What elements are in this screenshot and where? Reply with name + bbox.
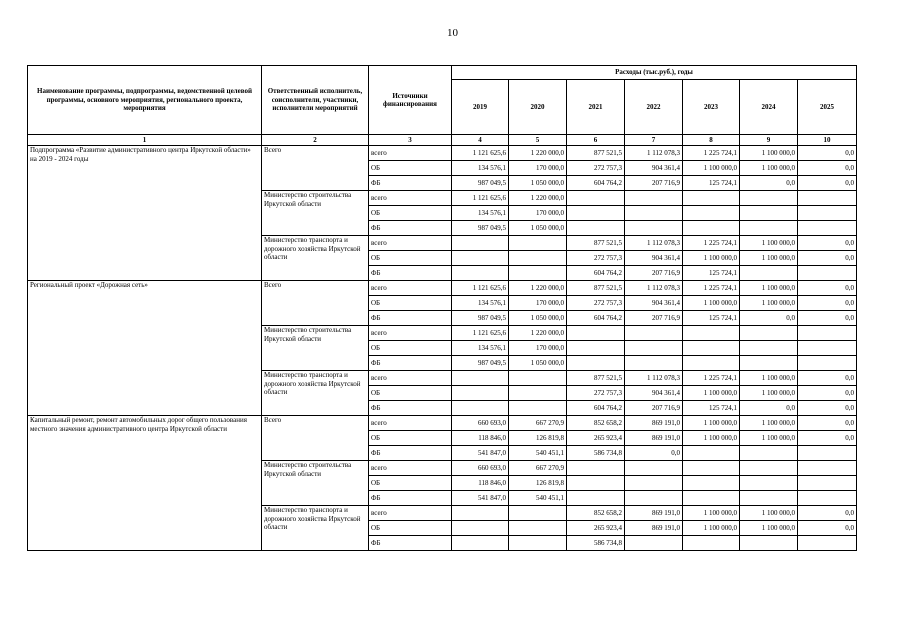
column-index: 3 — [369, 135, 452, 146]
amount-cell: 1 050 000,0 — [509, 311, 567, 326]
amount-cell: 604 764,2 — [567, 176, 625, 191]
header-executor: Ответственный исполнитель, соисполнители, участники, исполнители мероприятий — [262, 66, 369, 135]
amount-cell: 0,0 — [798, 236, 857, 251]
amount-cell: 1 220 000,0 — [509, 146, 567, 161]
amount-cell: 540 451,1 — [509, 446, 567, 461]
amount-cell: 0,0 — [798, 146, 857, 161]
amount-cell — [625, 326, 683, 341]
amount-cell: 987 049,5 — [452, 356, 509, 371]
amount-cell: 852 658,2 — [567, 506, 625, 521]
header-year: 2022 — [625, 80, 683, 135]
amount-cell — [740, 536, 798, 551]
header-program-name: Наименование программы, подпрограммы, ведомственной целевой программы, основного мероприятия, регионального проекта, мероприятия — [28, 66, 262, 135]
amount-cell — [683, 536, 740, 551]
amount-cell: 1 100 000,0 — [740, 296, 798, 311]
amount-cell — [740, 191, 798, 206]
amount-cell — [683, 461, 740, 476]
amount-cell: 987 049,5 — [452, 311, 509, 326]
amount-cell — [740, 326, 798, 341]
amount-cell: 134 576,1 — [452, 206, 509, 221]
amount-cell — [452, 521, 509, 536]
program-name-cell: Подпрограмма «Развитие административного центра Иркутской области» на 2019 - 2024 годы — [28, 146, 262, 281]
funding-source-cell: всего — [369, 371, 452, 386]
header-year: 2025 — [798, 80, 857, 135]
funding-source-cell: ФБ — [369, 491, 452, 506]
amount-cell: 1 100 000,0 — [683, 251, 740, 266]
amount-cell: 118 846,0 — [452, 476, 509, 491]
amount-cell — [567, 356, 625, 371]
amount-cell — [452, 386, 509, 401]
expenses-table — [27, 65, 857, 551]
amount-cell: 586 734,8 — [567, 446, 625, 461]
amount-cell: 207 716,9 — [625, 266, 683, 281]
amount-cell — [683, 191, 740, 206]
column-index: 8 — [683, 135, 740, 146]
executor-cell: Министерство строительства Иркутской области — [262, 326, 369, 371]
amount-cell — [683, 356, 740, 371]
amount-cell — [625, 461, 683, 476]
amount-cell — [740, 206, 798, 221]
amount-cell — [509, 386, 567, 401]
amount-cell — [567, 206, 625, 221]
amount-cell: 272 757,3 — [567, 161, 625, 176]
amount-cell: 877 521,5 — [567, 146, 625, 161]
amount-cell: 904 361,4 — [625, 251, 683, 266]
amount-cell: 987 049,5 — [452, 221, 509, 236]
amount-cell: 0,0 — [798, 311, 857, 326]
amount-cell — [798, 356, 857, 371]
amount-cell: 852 658,2 — [567, 416, 625, 431]
amount-cell: 1 100 000,0 — [740, 281, 798, 296]
amount-cell — [798, 461, 857, 476]
column-index: 6 — [567, 135, 625, 146]
amount-cell: 1 112 078,3 — [625, 281, 683, 296]
amount-cell: 1 225 724,1 — [683, 371, 740, 386]
amount-cell: 0,0 — [798, 401, 857, 416]
amount-cell: 1 100 000,0 — [683, 416, 740, 431]
amount-cell — [625, 191, 683, 206]
amount-cell — [740, 446, 798, 461]
funding-source-cell: ОБ — [369, 341, 452, 356]
amount-cell — [683, 206, 740, 221]
amount-cell: 118 846,0 — [452, 431, 509, 446]
amount-cell: 1 225 724,1 — [683, 236, 740, 251]
amount-cell: 207 716,9 — [625, 176, 683, 191]
column-index: 9 — [740, 135, 798, 146]
amount-cell — [509, 251, 567, 266]
amount-cell: 0,0 — [798, 386, 857, 401]
amount-cell: 1 121 625,6 — [452, 146, 509, 161]
header-expenses: Расходы (тыс.руб.), годы — [452, 66, 857, 80]
amount-cell — [509, 521, 567, 536]
header-funding-source: Источники финансирования — [369, 66, 452, 135]
amount-cell: 1 100 000,0 — [740, 161, 798, 176]
funding-source-cell: ОБ — [369, 206, 452, 221]
column-index-row — [28, 135, 857, 146]
amount-cell: 1 220 000,0 — [509, 326, 567, 341]
amount-cell — [798, 326, 857, 341]
amount-cell — [509, 236, 567, 251]
amount-cell: 1 225 724,1 — [683, 281, 740, 296]
amount-cell: 904 361,4 — [625, 386, 683, 401]
amount-cell — [798, 476, 857, 491]
amount-cell: 541 847,0 — [452, 491, 509, 506]
funding-source-cell: ОБ — [369, 251, 452, 266]
amount-cell: 1 112 078,3 — [625, 371, 683, 386]
amount-cell: 1 100 000,0 — [683, 161, 740, 176]
funding-source-cell: всего — [369, 506, 452, 521]
amount-cell: 170 000,0 — [509, 161, 567, 176]
amount-cell: 1 121 625,6 — [452, 281, 509, 296]
amount-cell: 1 220 000,0 — [509, 281, 567, 296]
amount-cell: 1 100 000,0 — [740, 431, 798, 446]
program-name-cell: Региональный проект «Дорожная сеть» — [28, 281, 262, 416]
amount-cell — [452, 236, 509, 251]
amount-cell — [509, 506, 567, 521]
column-index: 2 — [262, 135, 369, 146]
amount-cell: 0,0 — [798, 521, 857, 536]
amount-cell: 0,0 — [798, 431, 857, 446]
amount-cell: 272 757,3 — [567, 251, 625, 266]
amount-cell: 0,0 — [740, 311, 798, 326]
executor-cell: Министерство транспорта и дорожного хозяйства Иркутской области — [262, 371, 369, 416]
amount-cell: 207 716,9 — [625, 311, 683, 326]
amount-cell: 869 191,0 — [625, 416, 683, 431]
amount-cell: 1 100 000,0 — [683, 521, 740, 536]
amount-cell: 0,0 — [798, 296, 857, 311]
amount-cell: 869 191,0 — [625, 431, 683, 446]
amount-cell — [740, 476, 798, 491]
amount-cell — [740, 461, 798, 476]
amount-cell: 1 100 000,0 — [740, 371, 798, 386]
amount-cell — [798, 191, 857, 206]
amount-cell: 265 923,4 — [567, 431, 625, 446]
funding-source-cell: ОБ — [369, 296, 452, 311]
amount-cell: 1 050 000,0 — [509, 356, 567, 371]
amount-cell: 0,0 — [740, 176, 798, 191]
funding-source-cell: ФБ — [369, 221, 452, 236]
funding-source-cell: всего — [369, 416, 452, 431]
amount-cell — [683, 491, 740, 506]
amount-cell: 1 100 000,0 — [683, 386, 740, 401]
amount-cell: 170 000,0 — [509, 296, 567, 311]
table-row — [28, 146, 857, 161]
amount-cell: 604 764,2 — [567, 266, 625, 281]
amount-cell: 1 100 000,0 — [740, 386, 798, 401]
amount-cell: 540 451,1 — [509, 491, 567, 506]
amount-cell: 0,0 — [798, 371, 857, 386]
amount-cell: 1 112 078,3 — [625, 146, 683, 161]
amount-cell: 541 847,0 — [452, 446, 509, 461]
funding-source-cell: ОБ — [369, 476, 452, 491]
funding-source-cell: всего — [369, 191, 452, 206]
funding-source-cell: ОБ — [369, 386, 452, 401]
amount-cell: 1 050 000,0 — [509, 221, 567, 236]
funding-source-cell: ФБ — [369, 356, 452, 371]
amount-cell — [740, 491, 798, 506]
amount-cell: 877 521,5 — [567, 281, 625, 296]
amount-cell: 1 112 078,3 — [625, 236, 683, 251]
amount-cell — [567, 341, 625, 356]
amount-cell: 0,0 — [798, 416, 857, 431]
amount-cell — [567, 476, 625, 491]
amount-cell: 1 121 625,6 — [452, 191, 509, 206]
executor-cell: Всего — [262, 146, 369, 191]
funding-source-cell: всего — [369, 281, 452, 296]
funding-source-cell: всего — [369, 236, 452, 251]
amount-cell: 1 121 625,6 — [452, 326, 509, 341]
amount-cell: 660 693,0 — [452, 461, 509, 476]
amount-cell — [683, 341, 740, 356]
amount-cell: 1 100 000,0 — [683, 431, 740, 446]
amount-cell — [452, 371, 509, 386]
amount-cell: 1 100 000,0 — [740, 146, 798, 161]
amount-cell: 272 757,3 — [567, 296, 625, 311]
amount-cell — [683, 446, 740, 461]
amount-cell — [798, 491, 857, 506]
amount-cell: 1 050 000,0 — [509, 176, 567, 191]
amount-cell: 586 734,8 — [567, 536, 625, 551]
funding-source-cell: ОБ — [369, 161, 452, 176]
funding-source-cell: ФБ — [369, 536, 452, 551]
amount-cell — [798, 206, 857, 221]
amount-cell: 207 716,9 — [625, 401, 683, 416]
header-year: 2021 — [567, 80, 625, 135]
amount-cell: 869 191,0 — [625, 521, 683, 536]
amount-cell — [798, 446, 857, 461]
amount-cell — [452, 266, 509, 281]
amount-cell: 667 270,9 — [509, 416, 567, 431]
amount-cell: 604 764,2 — [567, 311, 625, 326]
executor-cell: Всего — [262, 281, 369, 326]
amount-cell — [509, 266, 567, 281]
amount-cell: 125 724,1 — [683, 176, 740, 191]
funding-source-cell: ФБ — [369, 401, 452, 416]
amount-cell: 272 757,3 — [567, 386, 625, 401]
header-year: 2024 — [740, 80, 798, 135]
amount-cell: 660 693,0 — [452, 416, 509, 431]
amount-cell: 987 049,5 — [452, 176, 509, 191]
executor-cell: Министерство транспорта и дорожного хозяйства Иркутской области — [262, 236, 369, 281]
amount-cell — [625, 356, 683, 371]
amount-cell: 0,0 — [798, 281, 857, 296]
page-number: 10 — [447, 27, 458, 39]
amount-cell — [798, 266, 857, 281]
amount-cell — [452, 506, 509, 521]
column-index: 1 — [28, 135, 262, 146]
executor-cell: Министерство транспорта и дорожного хозяйства Иркутской области — [262, 506, 369, 551]
amount-cell: 1 100 000,0 — [740, 236, 798, 251]
header-year: 2020 — [509, 80, 567, 135]
amount-cell — [509, 401, 567, 416]
amount-cell — [452, 251, 509, 266]
funding-source-cell: ОБ — [369, 521, 452, 536]
amount-cell: 0,0 — [798, 506, 857, 521]
amount-cell: 0,0 — [798, 161, 857, 176]
amount-cell: 170 000,0 — [509, 206, 567, 221]
amount-cell: 877 521,5 — [567, 236, 625, 251]
amount-cell — [625, 476, 683, 491]
amount-cell: 134 576,1 — [452, 296, 509, 311]
header-year: 2023 — [683, 80, 740, 135]
header-year: 2019 — [452, 80, 509, 135]
funding-source-cell: всего — [369, 146, 452, 161]
amount-cell: 126 819,8 — [509, 431, 567, 446]
amount-cell — [625, 341, 683, 356]
amount-cell: 125 724,1 — [683, 311, 740, 326]
amount-cell — [509, 536, 567, 551]
amount-cell — [798, 341, 857, 356]
amount-cell: 1 100 000,0 — [740, 506, 798, 521]
amount-cell — [740, 356, 798, 371]
program-name-cell: Капитальный ремонт, ремонт автомобильных дорог общего пользования местного значения административного центра Иркутской области — [28, 416, 262, 551]
funding-source-cell: ОБ — [369, 431, 452, 446]
amount-cell: 1 100 000,0 — [683, 506, 740, 521]
amount-cell: 0,0 — [798, 251, 857, 266]
table-row — [28, 416, 857, 431]
amount-cell: 869 191,0 — [625, 506, 683, 521]
amount-cell — [509, 371, 567, 386]
funding-source-cell: ФБ — [369, 311, 452, 326]
funding-source-cell: ФБ — [369, 176, 452, 191]
executor-cell: Министерство строительства Иркутской области — [262, 191, 369, 236]
amount-cell: 265 923,4 — [567, 521, 625, 536]
amount-cell — [567, 191, 625, 206]
amount-cell — [683, 476, 740, 491]
amount-cell — [740, 266, 798, 281]
amount-cell: 877 521,5 — [567, 371, 625, 386]
column-index: 4 — [452, 135, 509, 146]
funding-source-cell: ФБ — [369, 266, 452, 281]
column-index: 7 — [625, 135, 683, 146]
amount-cell: 125 724,1 — [683, 266, 740, 281]
amount-cell: 1 225 724,1 — [683, 146, 740, 161]
executor-cell: Всего — [262, 416, 369, 461]
amount-cell: 0,0 — [798, 176, 857, 191]
amount-cell — [740, 221, 798, 236]
amount-cell — [567, 221, 625, 236]
amount-cell: 904 361,4 — [625, 161, 683, 176]
amount-cell: 667 270,9 — [509, 461, 567, 476]
amount-cell — [798, 536, 857, 551]
table-row — [28, 281, 857, 296]
amount-cell: 1 100 000,0 — [740, 521, 798, 536]
amount-cell: 170 000,0 — [509, 341, 567, 356]
amount-cell — [452, 401, 509, 416]
amount-cell — [683, 221, 740, 236]
column-index: 5 — [509, 135, 567, 146]
amount-cell: 1 220 000,0 — [509, 191, 567, 206]
amount-cell: 134 576,1 — [452, 161, 509, 176]
amount-cell — [798, 221, 857, 236]
amount-cell — [740, 341, 798, 356]
amount-cell — [625, 491, 683, 506]
amount-cell — [625, 221, 683, 236]
amount-cell: 1 100 000,0 — [683, 296, 740, 311]
amount-cell: 904 361,4 — [625, 296, 683, 311]
amount-cell: 604 764,2 — [567, 401, 625, 416]
amount-cell: 126 819,8 — [509, 476, 567, 491]
amount-cell — [452, 536, 509, 551]
amount-cell: 134 576,1 — [452, 341, 509, 356]
amount-cell: 1 100 000,0 — [740, 416, 798, 431]
amount-cell: 0,0 — [740, 401, 798, 416]
amount-cell: 125 724,1 — [683, 401, 740, 416]
amount-cell — [567, 326, 625, 341]
funding-source-cell: всего — [369, 461, 452, 476]
amount-cell — [683, 326, 740, 341]
column-index: 10 — [798, 135, 857, 146]
funding-source-cell: ФБ — [369, 446, 452, 461]
amount-cell: 0,0 — [625, 446, 683, 461]
amount-cell — [567, 461, 625, 476]
amount-cell — [625, 206, 683, 221]
amount-cell — [567, 491, 625, 506]
amount-cell — [625, 536, 683, 551]
amount-cell: 1 100 000,0 — [740, 251, 798, 266]
funding-source-cell: всего — [369, 326, 452, 341]
executor-cell: Министерство строительства Иркутской области — [262, 461, 369, 506]
